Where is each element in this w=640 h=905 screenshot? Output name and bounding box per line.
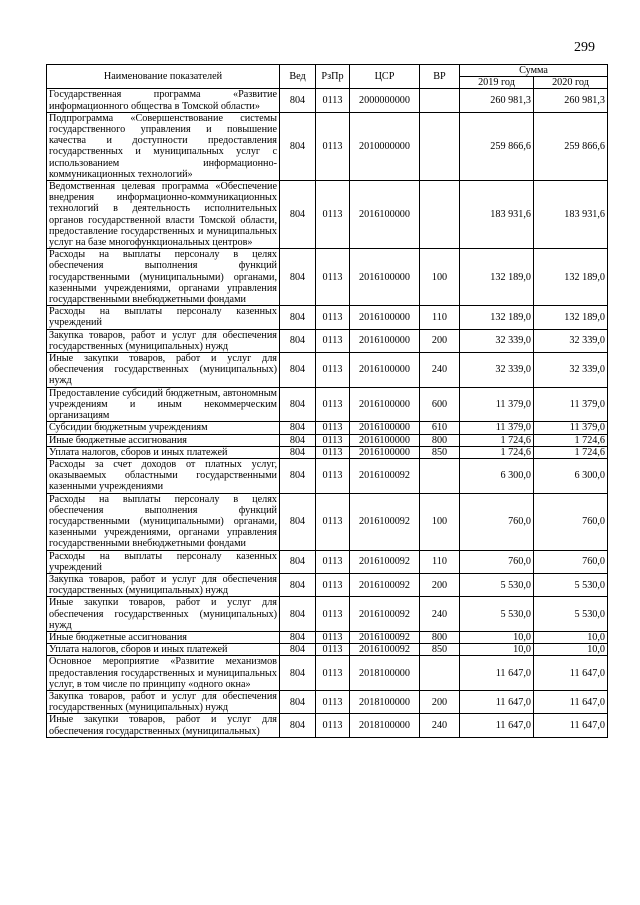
row-name: Государственная программа «Развитие информационного общества в Томской области»: [47, 89, 280, 112]
row-sum-2020: 1 724,6: [534, 446, 608, 458]
row-vr: 240: [420, 353, 460, 388]
row-sum-2020: 11 379,0: [534, 387, 608, 422]
row-csr: 2018100000: [350, 690, 420, 713]
row-sum-2020: 1 724,6: [534, 434, 608, 446]
row-vr: 100: [420, 493, 460, 550]
table-row: [47, 573, 608, 596]
row-ved: 804: [280, 329, 316, 352]
row-sum-2020: 11 647,0: [534, 656, 608, 691]
row-ved: 804: [280, 493, 316, 550]
table-body: [47, 89, 608, 737]
row-rzpr: 0113: [316, 458, 350, 493]
row-sum-2019: 6 300,0: [460, 458, 534, 493]
row-csr: 2016100000: [350, 434, 420, 446]
row-ved: 804: [280, 550, 316, 573]
row-sum-2020: 10,0: [534, 644, 608, 656]
row-sum-2019: 260 981,3: [460, 89, 534, 112]
row-csr: 2016100000: [350, 353, 420, 388]
row-ved: 804: [280, 597, 316, 632]
header-vr: ВР: [420, 65, 460, 89]
row-csr: 2016100092: [350, 458, 420, 493]
row-vr: 610: [420, 422, 460, 434]
row-vr: 850: [420, 644, 460, 656]
row-csr: 2016100000: [350, 306, 420, 329]
row-vr: [420, 458, 460, 493]
row-sum-2020: 5 530,0: [534, 597, 608, 632]
row-name: Расходы на выплаты персоналу казенных учреждений: [47, 550, 280, 573]
table-row: [47, 644, 608, 656]
row-vr: [420, 89, 460, 112]
row-name: Иные закупки товаров, работ и услуг для обеспечения государственных (муниципальных): [47, 714, 280, 737]
row-ved: 804: [280, 446, 316, 458]
row-rzpr: 0113: [316, 446, 350, 458]
header-name: Наименование показателей: [47, 65, 280, 89]
row-vr: 200: [420, 329, 460, 352]
row-csr: 2016100000: [350, 387, 420, 422]
row-csr: 2016100000: [350, 329, 420, 352]
row-sum-2019: 132 189,0: [460, 249, 534, 306]
row-ved: 804: [280, 422, 316, 434]
table-row: [47, 181, 608, 249]
row-vr: 240: [420, 714, 460, 737]
table-row: [47, 493, 608, 550]
header-csr: ЦСР: [350, 65, 420, 89]
row-vr: 850: [420, 446, 460, 458]
row-ved: 804: [280, 434, 316, 446]
row-csr: 2016100000: [350, 249, 420, 306]
row-sum-2019: 760,0: [460, 493, 534, 550]
row-name: Подпрограмма «Совершенствование системы государственного управления и повышение качества и доступности предоставления государственных и муниципальных услуг с использованием информационно-коммуникационных технологий»: [47, 112, 280, 180]
row-sum-2020: 132 189,0: [534, 306, 608, 329]
row-ved: 804: [280, 644, 316, 656]
row-sum-2020: 6 300,0: [534, 458, 608, 493]
row-ved: 804: [280, 112, 316, 180]
row-sum-2020: 760,0: [534, 550, 608, 573]
table-row: [47, 112, 608, 180]
row-csr: 2016100000: [350, 181, 420, 249]
row-vr: [420, 112, 460, 180]
row-name: Закупка товаров, работ и услуг для обеспечения государственных (муниципальных) нужд: [47, 690, 280, 713]
table-row: [47, 656, 608, 691]
row-name: Иные бюджетные ассигнования: [47, 631, 280, 643]
header-sum: Сумма: [460, 65, 608, 77]
page-number: 299: [574, 40, 595, 55]
row-sum-2020: 132 189,0: [534, 249, 608, 306]
row-rzpr: 0113: [316, 112, 350, 180]
row-sum-2019: 11 379,0: [460, 387, 534, 422]
row-csr: 2010000000: [350, 112, 420, 180]
row-vr: 100: [420, 249, 460, 306]
row-vr: 800: [420, 631, 460, 643]
row-name: Предоставление субсидий бюджетным, автономным учреждениям и иным некоммерческим организациям: [47, 387, 280, 422]
row-csr: 2016100000: [350, 446, 420, 458]
row-name: Закупка товаров, работ и услуг для обеспечения государственных (муниципальных) нужд: [47, 573, 280, 596]
row-sum-2019: 259 866,6: [460, 112, 534, 180]
row-name: Иные закупки товаров, работ и услуг для обеспечения государственных (муниципальных) нужд: [47, 353, 280, 388]
row-rzpr: 0113: [316, 550, 350, 573]
row-rzpr: 0113: [316, 631, 350, 643]
row-name: Расходы на выплаты персоналу казенных учреждений: [47, 306, 280, 329]
row-name: Уплата налогов, сборов и иных платежей: [47, 446, 280, 458]
table-header: [47, 65, 608, 89]
row-csr: 2016100092: [350, 493, 420, 550]
row-name: Расходы на выплаты персоналу в целях обеспечения выполнения функций государственными (муниципальными) органами, казенными учреждениями, органами управления государственными внебюджетными фондами: [47, 493, 280, 550]
row-vr: [420, 656, 460, 691]
row-rzpr: 0113: [316, 422, 350, 434]
row-ved: 804: [280, 714, 316, 737]
row-sum-2019: 760,0: [460, 550, 534, 573]
row-sum-2020: 5 530,0: [534, 573, 608, 596]
row-ved: 804: [280, 656, 316, 691]
row-csr: 2000000000: [350, 89, 420, 112]
row-csr: 2016100092: [350, 550, 420, 573]
row-name: Расходы за счет доходов от платных услуг, оказываемых областными государственными казенными учреждениями: [47, 458, 280, 493]
row-sum-2020: 32 339,0: [534, 329, 608, 352]
table-row: [47, 714, 608, 737]
table-row: [47, 458, 608, 493]
row-rzpr: 0113: [316, 387, 350, 422]
row-vr: 800: [420, 434, 460, 446]
table-row: [47, 434, 608, 446]
table-row: [47, 89, 608, 112]
row-sum-2020: 183 931,6: [534, 181, 608, 249]
row-sum-2019: 183 931,6: [460, 181, 534, 249]
row-rzpr: 0113: [316, 329, 350, 352]
row-sum-2019: 11 647,0: [460, 714, 534, 737]
row-rzpr: 0113: [316, 306, 350, 329]
row-sum-2020: 11 379,0: [534, 422, 608, 434]
row-rzpr: 0113: [316, 181, 350, 249]
row-vr: 110: [420, 306, 460, 329]
row-csr: 2016100092: [350, 644, 420, 656]
row-sum-2020: 259 866,6: [534, 112, 608, 180]
table-row: [47, 550, 608, 573]
row-name: Основное мероприятие «Развитие механизмов предоставления государственных и муниципальных услуг, в том числе по принципу «одного окна»: [47, 656, 280, 691]
row-rzpr: 0113: [316, 644, 350, 656]
row-name: Субсидии бюджетным учреждениям: [47, 422, 280, 434]
row-csr: 2016100092: [350, 597, 420, 632]
row-sum-2019: 132 189,0: [460, 306, 534, 329]
row-sum-2019: 32 339,0: [460, 329, 534, 352]
row-csr: 2016100000: [350, 422, 420, 434]
row-sum-2019: 11 379,0: [460, 422, 534, 434]
row-rzpr: 0113: [316, 434, 350, 446]
row-vr: 240: [420, 597, 460, 632]
row-vr: 110: [420, 550, 460, 573]
row-csr: 2016100092: [350, 573, 420, 596]
row-name: Иные закупки товаров, работ и услуг для обеспечения государственных (муниципальных) нужд: [47, 597, 280, 632]
row-vr: [420, 181, 460, 249]
row-rzpr: 0113: [316, 714, 350, 737]
row-sum-2019: 5 530,0: [460, 597, 534, 632]
header-year-2020: 2020 год: [534, 77, 608, 89]
row-ved: 804: [280, 306, 316, 329]
row-name: Ведомственная целевая программа «Обеспечение внедрения информационно-коммуникационных технологий в деятельность исполнительных органов государственной власти Томской области, предоставление государственных и муниципальных услуг на базе многофункциональных центров»: [47, 181, 280, 249]
table-row: [47, 306, 608, 329]
row-name: Расходы на выплаты персоналу в целях обеспечения выполнения функций государственными (муниципальными) органами, казенными учреждениями, органами управления государственными внебюджетными фондами: [47, 249, 280, 306]
row-sum-2019: 11 647,0: [460, 690, 534, 713]
row-vr: 200: [420, 690, 460, 713]
row-sum-2020: 10,0: [534, 631, 608, 643]
row-ved: 804: [280, 89, 316, 112]
table-row: [47, 597, 608, 632]
row-vr: 200: [420, 573, 460, 596]
row-sum-2020: 11 647,0: [534, 714, 608, 737]
row-sum-2019: 5 530,0: [460, 573, 534, 596]
row-ved: 804: [280, 573, 316, 596]
row-ved: 804: [280, 181, 316, 249]
row-sum-2019: 32 339,0: [460, 353, 534, 388]
header-rzpr: РзПр: [316, 65, 350, 89]
row-rzpr: 0113: [316, 690, 350, 713]
row-rzpr: 0113: [316, 597, 350, 632]
row-sum-2020: 32 339,0: [534, 353, 608, 388]
row-ved: 804: [280, 458, 316, 493]
row-name: Иные бюджетные ассигнования: [47, 434, 280, 446]
table-row: [47, 422, 608, 434]
row-sum-2019: 1 724,6: [460, 434, 534, 446]
table-row: [47, 446, 608, 458]
row-csr: 2018100000: [350, 656, 420, 691]
row-rzpr: 0113: [316, 493, 350, 550]
row-rzpr: 0113: [316, 249, 350, 306]
row-sum-2019: 11 647,0: [460, 656, 534, 691]
row-csr: 2018100000: [350, 714, 420, 737]
table-row: [47, 631, 608, 643]
budget-table: [46, 64, 608, 738]
row-ved: 804: [280, 353, 316, 388]
row-sum-2020: 760,0: [534, 493, 608, 550]
table-row: [47, 353, 608, 388]
table-row: [47, 690, 608, 713]
header-year-2019: 2019 год: [460, 77, 534, 89]
row-sum-2019: 10,0: [460, 631, 534, 643]
row-name: Уплата налогов, сборов и иных платежей: [47, 644, 280, 656]
row-sum-2020: 11 647,0: [534, 690, 608, 713]
header-ved: Вед: [280, 65, 316, 89]
row-csr: 2016100092: [350, 631, 420, 643]
table-row: [47, 329, 608, 352]
row-rzpr: 0113: [316, 89, 350, 112]
row-ved: 804: [280, 631, 316, 643]
row-rzpr: 0113: [316, 573, 350, 596]
row-rzpr: 0113: [316, 656, 350, 691]
row-ved: 804: [280, 690, 316, 713]
table-row: [47, 387, 608, 422]
table-row: [47, 249, 608, 306]
row-sum-2019: 1 724,6: [460, 446, 534, 458]
row-rzpr: 0113: [316, 353, 350, 388]
row-ved: 804: [280, 387, 316, 422]
row-sum-2019: 10,0: [460, 644, 534, 656]
row-name: Закупка товаров, работ и услуг для обеспечения государственных (муниципальных) нужд: [47, 329, 280, 352]
row-vr: 600: [420, 387, 460, 422]
row-ved: 804: [280, 249, 316, 306]
row-sum-2020: 260 981,3: [534, 89, 608, 112]
